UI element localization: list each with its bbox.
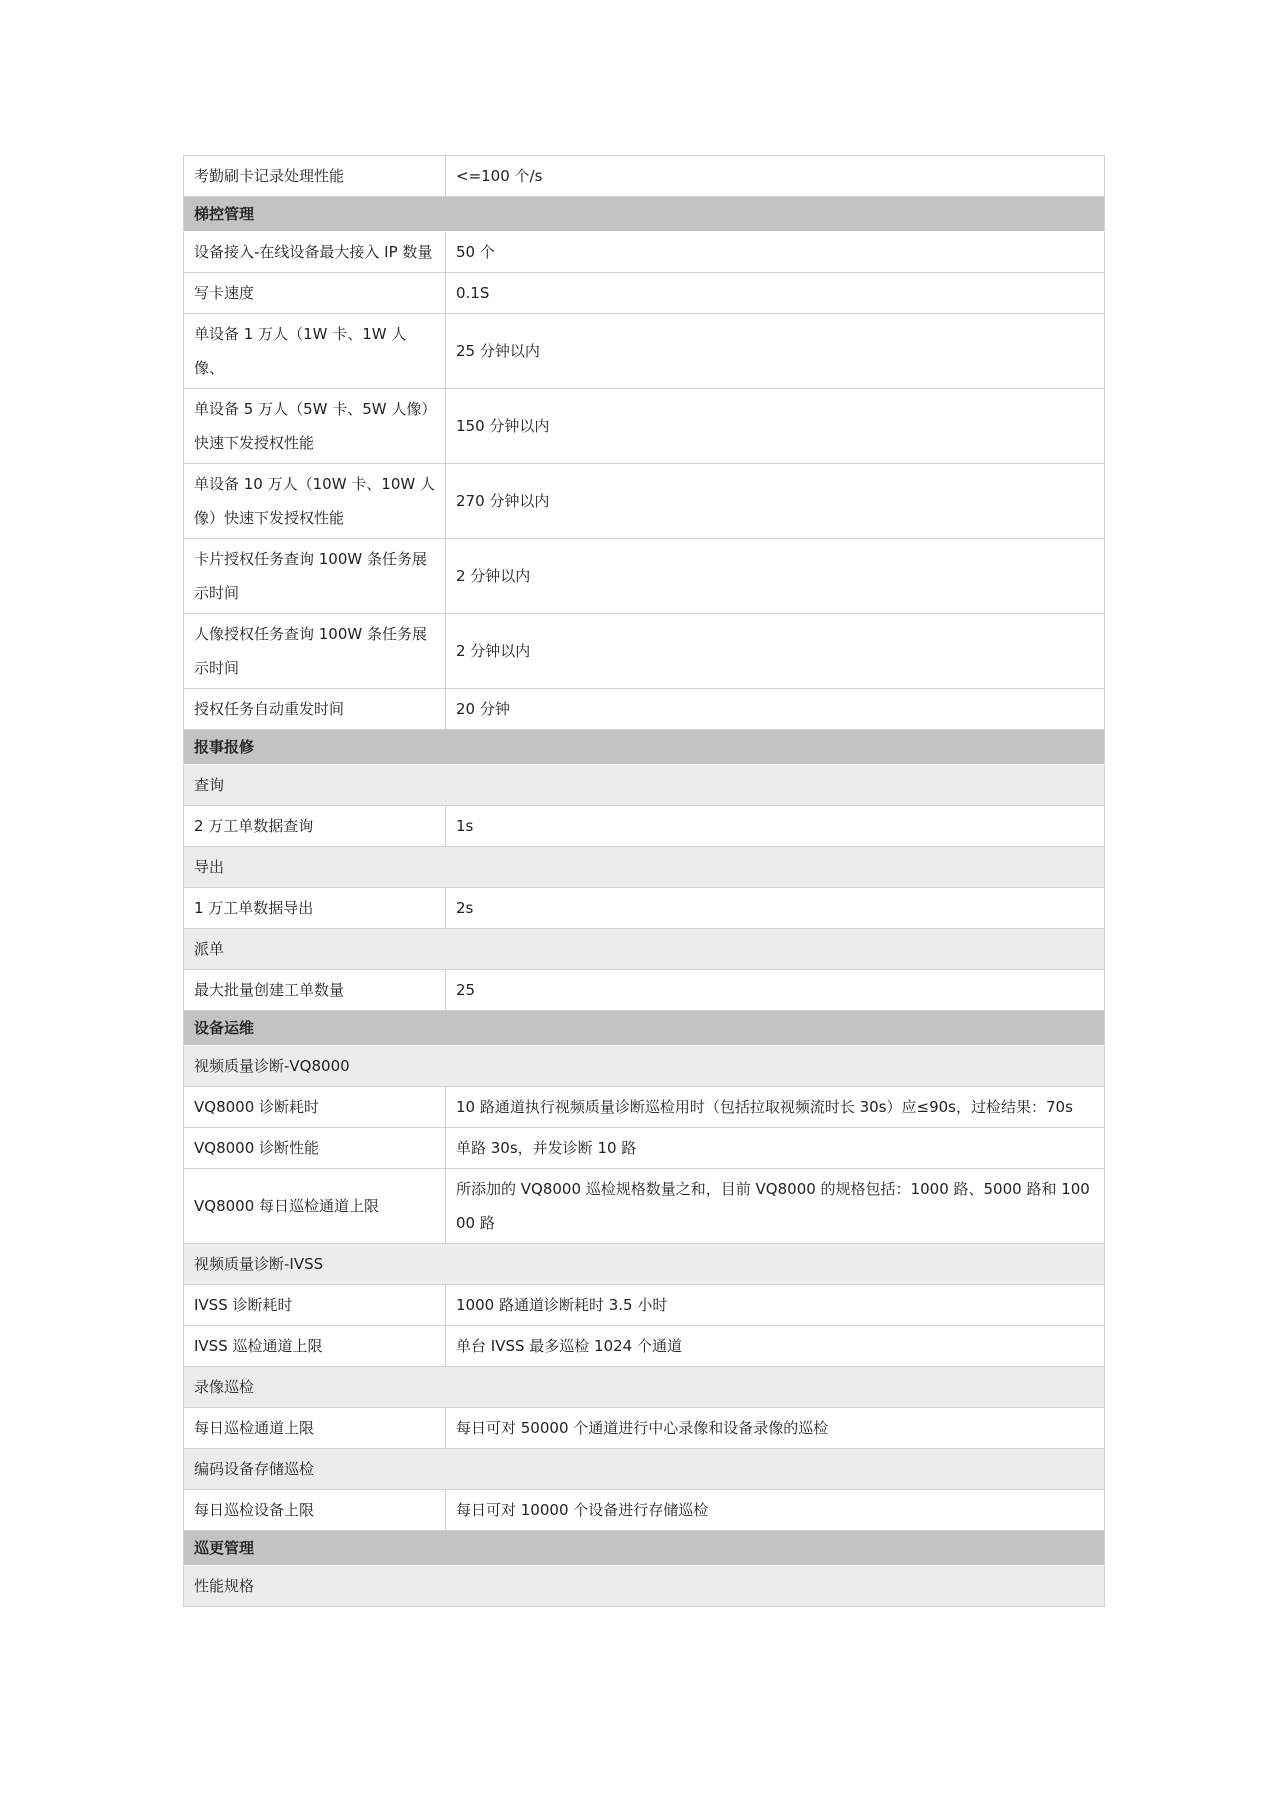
spec-name-cell: 写卡速度 bbox=[184, 273, 446, 314]
spec-name-cell: 单设备 10 万人（10W 卡、10W 人像）快速下发授权性能 bbox=[184, 464, 446, 539]
subsection-header-row bbox=[184, 765, 1105, 806]
subsection-header-row bbox=[184, 1449, 1105, 1490]
spec-name-cell: 设备接入-在线设备最大接入 IP 数量 bbox=[184, 232, 446, 273]
spec-value-cell: 2 分钟以内 bbox=[446, 614, 1105, 689]
spec-name-cell: VQ8000 每日巡检通道上限 bbox=[184, 1169, 446, 1244]
subsection-title: 编码设备存储巡检 bbox=[184, 1449, 1105, 1490]
table-row bbox=[184, 273, 1105, 314]
spec-name-cell: 授权任务自动重发时间 bbox=[184, 689, 446, 730]
spec-name-cell: 每日巡检设备上限 bbox=[184, 1490, 446, 1531]
spec-value-cell: 单台 IVSS 最多巡检 1024 个通道 bbox=[446, 1326, 1105, 1367]
spec-name-cell: IVSS 诊断耗时 bbox=[184, 1285, 446, 1326]
subsection-title: 视频质量诊断-IVSS bbox=[184, 1244, 1105, 1285]
spec-value-cell: 每日可对 10000 个设备进行存储巡检 bbox=[446, 1490, 1105, 1531]
table-row bbox=[184, 1490, 1105, 1531]
section-title: 报事报修 bbox=[184, 730, 1105, 765]
table-row bbox=[184, 389, 1105, 464]
spec-value-cell: 150 分钟以内 bbox=[446, 389, 1105, 464]
subsection-header-row bbox=[184, 1566, 1105, 1607]
spec-table-body bbox=[184, 156, 1105, 1607]
subsection-header-row bbox=[184, 847, 1105, 888]
section-header-row bbox=[184, 730, 1105, 765]
spec-value-cell: 50 个 bbox=[446, 232, 1105, 273]
spec-name-cell: 2 万工单数据查询 bbox=[184, 806, 446, 847]
subsection-title: 性能规格 bbox=[184, 1566, 1105, 1607]
spec-name-cell: 1 万工单数据导出 bbox=[184, 888, 446, 929]
subsection-title: 视频质量诊断-VQ8000 bbox=[184, 1046, 1105, 1087]
table-row bbox=[184, 464, 1105, 539]
subsection-title: 查询 bbox=[184, 765, 1105, 806]
spec-value-cell: 每日可对 50000 个通道进行中心录像和设备录像的巡检 bbox=[446, 1408, 1105, 1449]
spec-name-cell: 单设备 5 万人（5W 卡、5W 人像）快速下发授权性能 bbox=[184, 389, 446, 464]
table-row bbox=[184, 156, 1105, 197]
spec-name-cell: 单设备 1 万人（1W 卡、1W 人像、 bbox=[184, 314, 446, 389]
spec-value-cell: 25 bbox=[446, 970, 1105, 1011]
spec-name-cell: 每日巡检通道上限 bbox=[184, 1408, 446, 1449]
section-header-row bbox=[184, 1531, 1105, 1566]
table-row bbox=[184, 1408, 1105, 1449]
table-row bbox=[184, 614, 1105, 689]
spec-value-cell: 1000 路通道诊断耗时 3.5 小时 bbox=[446, 1285, 1105, 1326]
spec-name-cell: 考勤刷卡记录处理性能 bbox=[184, 156, 446, 197]
subsection-header-row bbox=[184, 1367, 1105, 1408]
section-header-row bbox=[184, 197, 1105, 232]
table-row bbox=[184, 539, 1105, 614]
subsection-header-row bbox=[184, 929, 1105, 970]
spec-value-cell: 2 分钟以内 bbox=[446, 539, 1105, 614]
table-row bbox=[184, 689, 1105, 730]
subsection-title: 录像巡检 bbox=[184, 1367, 1105, 1408]
spec-name-cell: 最大批量创建工单数量 bbox=[184, 970, 446, 1011]
section-title: 巡更管理 bbox=[184, 1531, 1105, 1566]
table-row bbox=[184, 1285, 1105, 1326]
spec-value-cell: <=100 个/s bbox=[446, 156, 1105, 197]
spec-value-cell: 所添加的 VQ8000 巡检规格数量之和，目前 VQ8000 的规格包括：1000 路、5000 路和 10000 路 bbox=[446, 1169, 1105, 1244]
spec-value-cell: 20 分钟 bbox=[446, 689, 1105, 730]
spec-name-cell: IVSS 巡检通道上限 bbox=[184, 1326, 446, 1367]
subsection-title: 派单 bbox=[184, 929, 1105, 970]
table-row bbox=[184, 314, 1105, 389]
spec-value-cell: 0.1S bbox=[446, 273, 1105, 314]
spec-value-cell: 2s bbox=[446, 888, 1105, 929]
spec-value-cell: 1s bbox=[446, 806, 1105, 847]
section-title: 设备运维 bbox=[184, 1011, 1105, 1046]
spec-table bbox=[183, 155, 1105, 1607]
spec-value-cell: 25 分钟以内 bbox=[446, 314, 1105, 389]
subsection-title: 导出 bbox=[184, 847, 1105, 888]
table-row bbox=[184, 888, 1105, 929]
table-row bbox=[184, 1326, 1105, 1367]
spec-name-cell: 人像授权任务查询 100W 条任务展示时间 bbox=[184, 614, 446, 689]
table-row bbox=[184, 1169, 1105, 1244]
spec-name-cell: 卡片授权任务查询 100W 条任务展示时间 bbox=[184, 539, 446, 614]
table-row bbox=[184, 806, 1105, 847]
spec-value-cell: 270 分钟以内 bbox=[446, 464, 1105, 539]
section-title: 梯控管理 bbox=[184, 197, 1105, 232]
table-row bbox=[184, 970, 1105, 1011]
spec-name-cell: VQ8000 诊断性能 bbox=[184, 1128, 446, 1169]
subsection-header-row bbox=[184, 1046, 1105, 1087]
section-header-row bbox=[184, 1011, 1105, 1046]
table-row bbox=[184, 1128, 1105, 1169]
spec-value-cell: 单路 30s，并发诊断 10 路 bbox=[446, 1128, 1105, 1169]
spec-name-cell: VQ8000 诊断耗时 bbox=[184, 1087, 446, 1128]
table-row bbox=[184, 232, 1105, 273]
table-row bbox=[184, 1087, 1105, 1128]
spec-value-cell: 10 路通道执行视频质量诊断巡检用时（包括拉取视频流时长 30s）应≤90s，过检结果：70s bbox=[446, 1087, 1105, 1128]
subsection-header-row bbox=[184, 1244, 1105, 1285]
